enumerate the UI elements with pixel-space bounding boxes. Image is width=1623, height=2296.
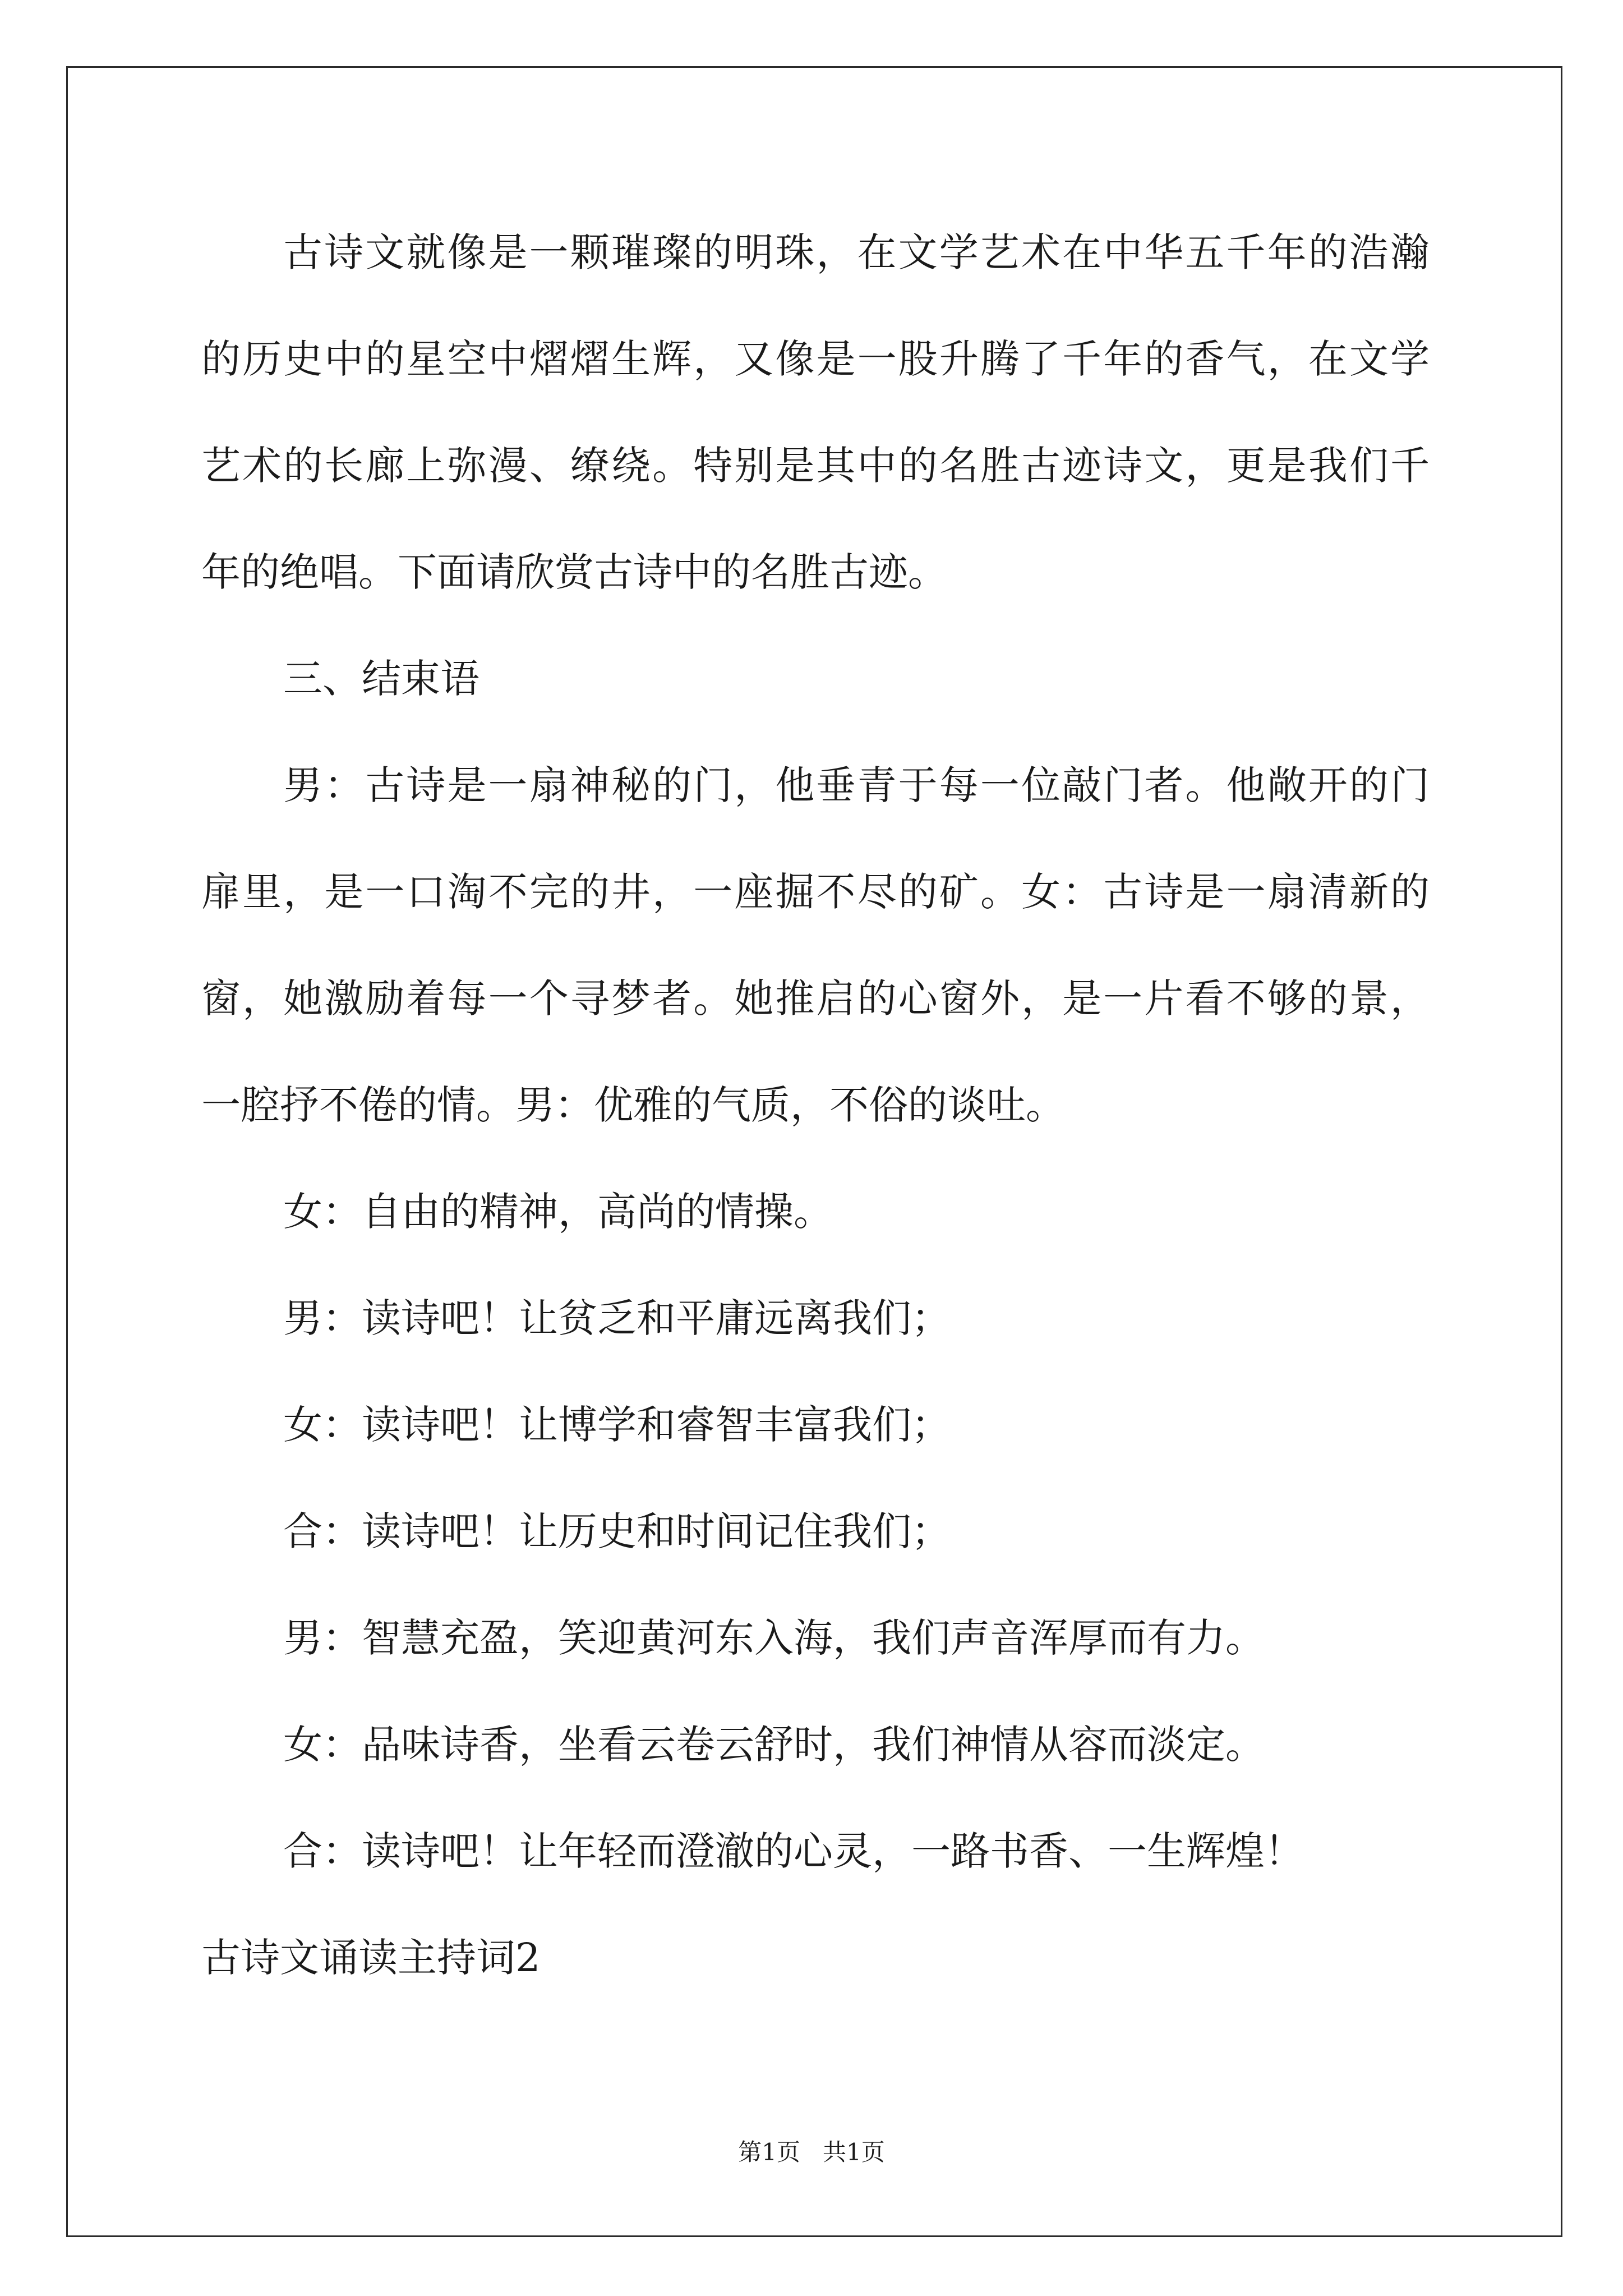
paragraph-line: 女：读诗吧！让博学和睿智丰富我们； <box>283 1402 951 1448</box>
paragraph-line: 窗，她激励着每一个寻梦者。她推启的心窗外，是一片看不够的景， <box>201 976 1430 1022</box>
paragraph-line: 扉里，是一口淘不完的井，一座掘不尽的矿。女：古诗是一扇清新的 <box>201 869 1430 915</box>
paragraph-line: 年的绝唱。下面请欣赏古诗中的名胜古迹。 <box>201 549 947 595</box>
paragraph-line: 男：古诗是一扇神秘的门，他垂青于每一位敲门者。他敞开的门 <box>283 762 1430 808</box>
page-footer: 第1页 共1页 <box>738 2138 885 2166</box>
paragraph-line: 男：智慧充盈，笑迎黄河东入海，我们声音浑厚而有力。 <box>283 1615 1265 1661</box>
paragraph-line: 古诗文就像是一颗璀璨的明珠，在文学艺术在中华五千年的浩瀚 <box>283 229 1430 275</box>
paragraph-line: 一腔抒不倦的情。男：优雅的气质，不俗的谈吐。 <box>201 1082 1065 1128</box>
section-heading: 三、结束语 <box>283 656 479 702</box>
paragraph-line: 的历史中的星空中熠熠生辉，又像是一股升腾了千年的香气，在文学 <box>201 336 1430 382</box>
paragraph-line: 合：读诗吧！让历史和时间记住我们； <box>283 1508 951 1554</box>
document-body <box>201 199 1430 2011</box>
paragraph-line: 女：自由的精神，高尚的情操。 <box>283 1189 833 1235</box>
document-title: 古诗文诵读主持词2 <box>201 1935 541 1981</box>
paragraph-line: 合：读诗吧！让年轻而澄澈的心灵，一路书香、一生辉煌！ <box>283 1828 1304 1874</box>
paragraph-line: 男：读诗吧！让贫乏和平庸远离我们； <box>283 1295 951 1341</box>
paragraph-line: 女：品味诗香，坐看云卷云舒时，我们神情从容而淡定。 <box>283 1722 1265 1768</box>
paragraph-line: 艺术的长廊上弥漫、缭绕。特别是其中的名胜古迹诗文，更是我们千 <box>201 443 1430 489</box>
